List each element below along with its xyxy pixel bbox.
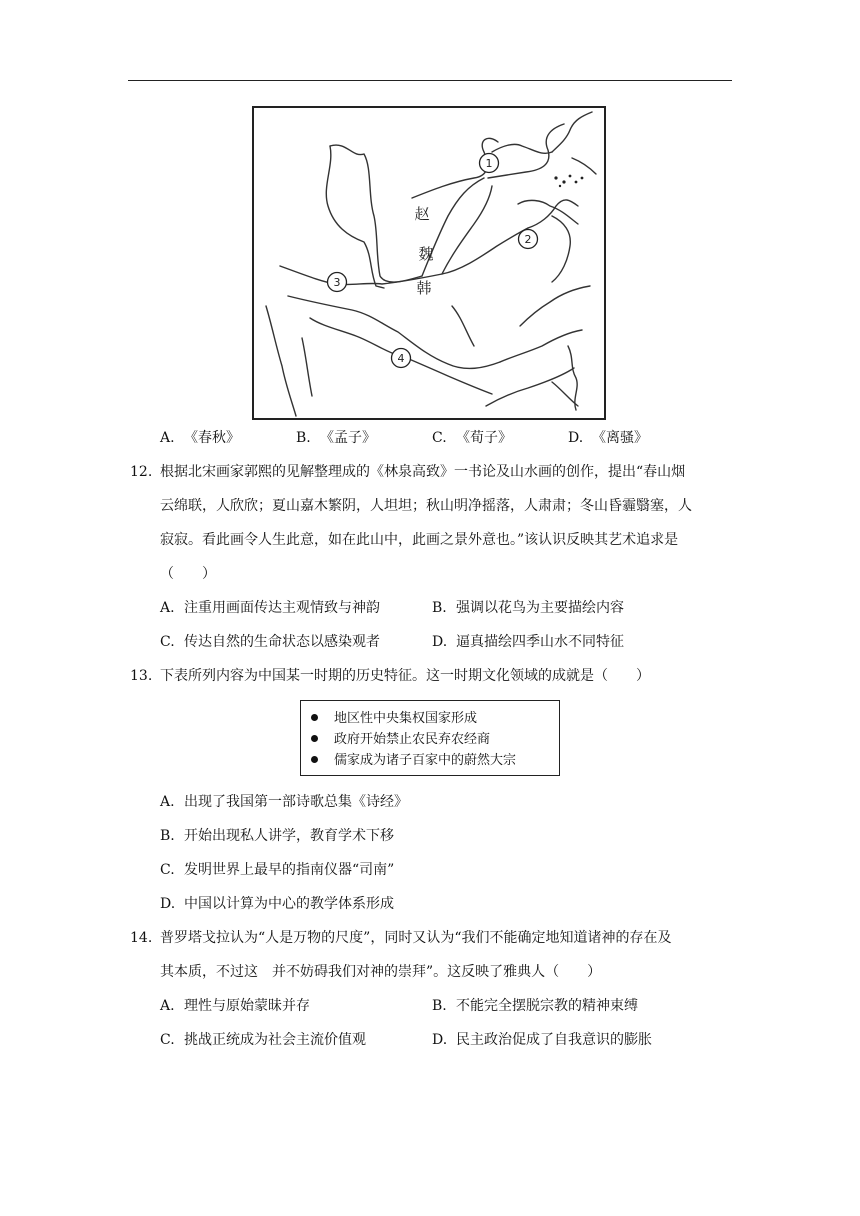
- bullet-icon: [311, 735, 318, 742]
- q14-option-d-letter: D.: [432, 1032, 448, 1048]
- marker-2-label: 2: [524, 233, 532, 246]
- q12-option-b-text: 强调以花鸟为主要描绘内容: [456, 600, 624, 616]
- q13-option-b[interactable]: [160, 826, 394, 846]
- state-label-wei: 魏: [418, 245, 434, 263]
- marker-1: [480, 154, 499, 173]
- q13-option-d-text: 中国以计算为中心的教学体系形成: [184, 896, 394, 912]
- q12-stem-line-1: 根据北宋画家郭熙的见解整理成的《林泉高致》一书论及山水画的创作，提出“春山烟: [160, 464, 686, 480]
- marker-4-label: 4: [397, 352, 405, 365]
- q13-option-b-text: 开始出现私人讲学，教育学术下移: [184, 828, 394, 844]
- q12-answer-blank: （ ）: [160, 566, 216, 582]
- q13-feature-box: [300, 700, 560, 776]
- warring-states-map: [252, 106, 606, 420]
- q11-option-a-text: 《春秋》: [184, 430, 240, 446]
- q13-number: 13.: [130, 668, 153, 684]
- q14-option-c[interactable]: [160, 1030, 366, 1050]
- marker-3: [328, 273, 347, 292]
- q14-option-d[interactable]: [432, 1030, 652, 1050]
- q13-feature-item: [311, 750, 559, 771]
- state-label-zhao: 赵: [414, 205, 430, 223]
- marker-4: [392, 349, 411, 368]
- q11-option-c[interactable]: [432, 428, 512, 448]
- q13-option-d-letter: D.: [160, 896, 176, 912]
- q12-option-c-text: 传达自然的生命状态以感染观者: [184, 634, 380, 650]
- q11-option-b-text: 《孟子》: [320, 430, 376, 446]
- q12-option-d[interactable]: [432, 632, 624, 652]
- q13-feature-item: [311, 729, 559, 750]
- marker-3-label: 3: [333, 276, 341, 289]
- q13-feature-text: 儒家成为诸子百家中的蔚然大宗: [334, 753, 517, 768]
- q12-option-a[interactable]: [160, 598, 380, 618]
- q12-stem-line-2: 云绵联，人欣欣；夏山嘉木繁阴，人坦坦；秋山明净摇落，人肃肃；冬山昏霾翳塞，人: [160, 498, 692, 514]
- q14-option-c-text: 挑战正统成为社会主流价值观: [184, 1032, 366, 1048]
- q13-option-c-text: 发明世界上最早的指南仪器“司南”: [184, 862, 395, 878]
- q11-option-a-letter: A.: [160, 430, 175, 446]
- q14-option-d-text: 民主政治促成了自我意识的膨胀: [456, 1032, 652, 1048]
- q12-option-d-text: 逼真描绘四季山水不同特征: [456, 634, 624, 650]
- q14-option-b-letter: B.: [432, 998, 447, 1014]
- q11-option-b-letter: B.: [296, 430, 311, 446]
- q12-option-b[interactable]: [432, 598, 624, 618]
- q11-option-d[interactable]: [568, 428, 648, 448]
- q14-stem-line-2: 其本质，不过这 并不妨碍我们对神的崇拜”。这反映了雅典人（ ）: [160, 964, 602, 980]
- q13-feature-item: [311, 708, 559, 729]
- bullet-icon: [311, 756, 318, 763]
- q13-option-a[interactable]: [160, 792, 408, 812]
- q13-option-b-letter: B.: [160, 828, 175, 844]
- q14-option-b[interactable]: [432, 996, 638, 1016]
- q11-option-b[interactable]: [296, 428, 376, 448]
- q12-number: 12.: [130, 464, 153, 480]
- q14-option-a[interactable]: [160, 996, 310, 1016]
- q13-option-a-text: 出现了我国第一部诗歌总集《诗经》: [184, 794, 408, 810]
- q12-option-b-letter: B.: [432, 600, 447, 616]
- q11-option-d-text: 《离骚》: [592, 430, 648, 446]
- q12-option-a-text: 注重用画面传达主观情致与神韵: [184, 600, 380, 616]
- q14-number: 14.: [130, 930, 153, 946]
- q14-option-c-letter: C.: [160, 1032, 175, 1048]
- q11-option-a[interactable]: [160, 428, 240, 448]
- q14-option-b-text: 不能完全摆脱宗教的精神束缚: [456, 998, 638, 1014]
- q13-option-d[interactable]: [160, 894, 394, 914]
- q11-option-c-text: 《荀子》: [456, 430, 512, 446]
- marker-1-label: 1: [485, 157, 493, 170]
- q13-stem: 下表所列内容为中国某一时期的历史特征。这一时期文化领域的成就是（ ）: [160, 668, 650, 684]
- state-label-han: 韩: [416, 279, 432, 297]
- q12-stem-line-3: 寂寂。看此画令人生此意，如在此山中，此画之景外意也。”该认识反映其艺术追求是: [160, 532, 679, 548]
- map-frame: [253, 107, 605, 419]
- q12-option-a-letter: A.: [160, 600, 175, 616]
- q12-option-c[interactable]: [160, 632, 380, 652]
- q12-option-d-letter: D.: [432, 634, 448, 650]
- q13-option-c[interactable]: [160, 860, 394, 880]
- q13-option-a-letter: A.: [160, 794, 175, 810]
- q11-option-c-letter: C.: [432, 430, 447, 446]
- q11-option-d-letter: D.: [568, 430, 584, 446]
- q13-feature-text: 政府开始禁止农民弃农经商: [334, 732, 491, 747]
- q14-option-a-text: 理性与原始蒙昧并存: [184, 998, 310, 1014]
- q14-stem-line-1: 普罗塔戈拉认为“人是万物的尺度”，同时又认为“我们不能确定地知道诸神的存在及: [160, 930, 672, 946]
- q14-option-a-letter: A.: [160, 998, 175, 1014]
- q13-feature-text: 地区性中央集权国家形成: [334, 711, 478, 726]
- bullet-icon: [311, 714, 318, 721]
- header-rule: [128, 80, 732, 81]
- marker-2: [519, 230, 538, 249]
- q12-option-c-letter: C.: [160, 634, 175, 650]
- q13-option-c-letter: C.: [160, 862, 175, 878]
